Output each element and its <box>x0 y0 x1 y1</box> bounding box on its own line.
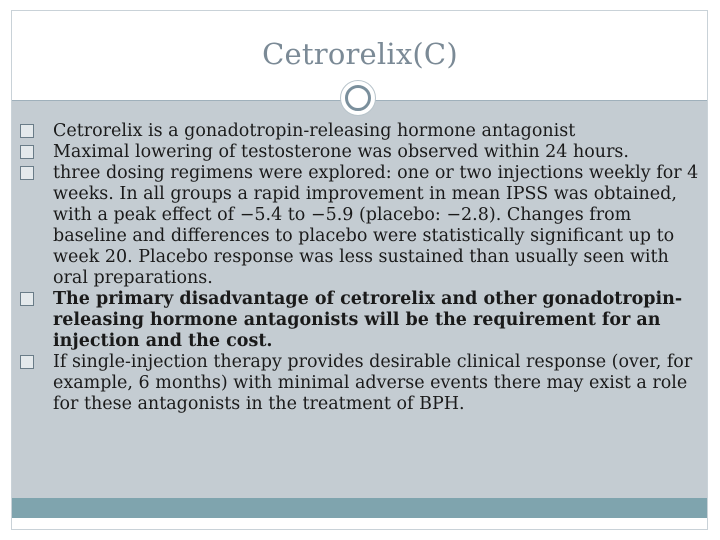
ring-icon <box>345 85 371 111</box>
bullet-item <box>20 352 700 415</box>
slide-title: Cetrorelix(C) <box>262 37 458 71</box>
footer-bar <box>12 498 707 518</box>
bullet-list <box>20 121 700 415</box>
bullet-text: three dosing regimens were explored: one or two injections weekly for 4 weeks. In all groups a rapid improvement in mean IPSS was obtained, with a peak effect of −5.4 to −5.9 (placebo: −2.8). Changes from baseline and differences to placebo were statistically significant up to week 20. Placebo response was less sustained than usually seen with oral preparations. <box>53 163 699 288</box>
square-bullet-icon <box>20 145 34 159</box>
bullet-text: If single-injection therapy provides desirable clinical response (over, for example, 6 months) with minimal adverse events there may exist a role for these antagonists in the treatment of BPH. <box>53 352 693 414</box>
square-bullet-icon <box>20 124 34 138</box>
bullet-item <box>20 121 700 142</box>
bullet-item <box>20 142 700 163</box>
square-bullet-icon <box>20 292 34 306</box>
bullet-text: Maximal lowering of testosterone was observed within 24 hours. <box>53 142 629 162</box>
divider-circle-ornament <box>340 80 376 116</box>
square-bullet-icon <box>20 166 34 180</box>
square-bullet-icon <box>20 355 34 369</box>
bullet-text: Cetrorelix is a gonadotropin-releasing hormone antagonist <box>53 121 576 141</box>
bullet-item <box>20 289 700 352</box>
bullet-item <box>20 163 700 289</box>
bullet-text: The primary disadvantage of cetrorelix and other gonadotropin-releasing hormone antagonists will be the requirement for an injection and the cost. <box>53 289 683 351</box>
